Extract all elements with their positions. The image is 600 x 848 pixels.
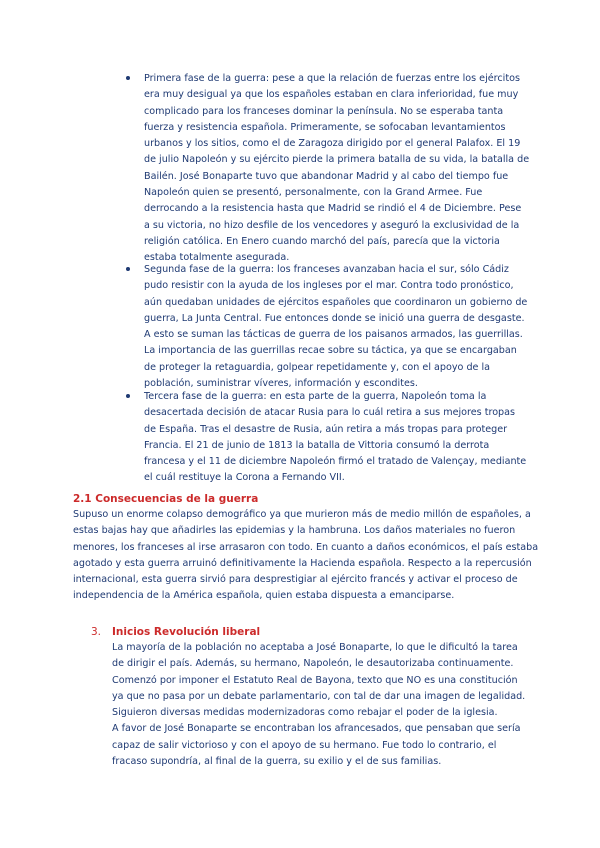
bullet-item (144, 262, 530, 392)
bullet-item (144, 389, 530, 487)
section-number: 3. (91, 626, 102, 638)
section-body-revolucion (112, 640, 532, 770)
paragraph: La mayoría de la población no aceptaba a José Bonaparte, lo que le dificultó la tarea de dirigir el país. Además, su hermano, Napoleón, le desautorizaba continuamente. Comenzó por imponer el Estatuto Real de Bayona, texto que NO es una constitución ya que no pasa por un debate parlamentario, con tal de dar una imagen de legalidad. Siguieron diversas medidas modernizadoras como rebajar el poder de la iglesia. (112, 642, 526, 719)
bullet-text: Primera fase de la guerra: pese a que la relación de fuerzas entre los ejércitos era muy desigual ya que los españoles estaban en clara inferioridad, fue muy complicado para los franceses dominar la península. No se esperaba tanta fuerza y resistencia española. Primeramente, se sofocaban levantamientos urbanos y los sitios, como el de Zaragoza dirigido por el general Palafox. El 19 de julio Napoleón y su ejército pierde la primera batalla de su vida, la batalla de Bailén. José Bonaparte tuvo que abandonar Madrid y al cabo del tiempo fue Napoleón quien se presentó, personalmente, con la Grand Armee. Fue derrocando a la resistencia hasta que Madrid se rindió el 4 de Diciembre. Pese a su victoria, no hizo desfile de los vencedores y aseguró la exclusividad de la religión católica. En Enero cuando marchó del país, parecía que la victoria estaba totalmente asegurada. (144, 73, 530, 264)
section-body-consecuencias (73, 507, 543, 605)
bullet-icon (126, 267, 130, 271)
bullet-icon (126, 394, 130, 398)
bullet-text: Segunda fase de la guerra: los franceses avanzaban hacia el sur, sólo Cádiz pudo resistir con la ayuda de los ingleses por el mar. Contra todo pronóstico, aún quedaban unidades de ejércitos españoles que coordinaron un gobierno de guerra, La Junta Central. Fue entonces donde se inició una guerra de desgaste. A esto se suman las tácticas de guerra de los paisanos armados, las guerrillas. La importancia de las guerrillas recae sobre su táctica, ya que se encargaban de proteger la retaguardia, golpear repetidamente y, con el apoyo de la población, suministrar víveres, información y escondites. (144, 264, 528, 390)
paragraph: A favor de José Bonaparte se encontraban los afrancesados, que pensaban que sería capaz de salir victorioso y con el apoyo de su hermano. Fue todo lo contrario, el fracaso supondría, al final de la guerra, su exilio y el de sus familias. (112, 723, 521, 768)
section-heading-revolucion: Inicios Revolución liberal (112, 626, 261, 638)
paragraph: Supuso un enorme colapso demográfico ya que murieron más de medio millón de españoles, a estas bajas hay que añadirles las epidemias y la hambruna. Los daños materiales no fueron menores, los franceses al irse arrasaron con todo. En cuanto a daños económicos, el país estaba agotado y esta guerra arruinó definitivamente la Hacienda española. Respecto a la repercusión internacional, esta guerra sirvió para desprestigiar al ejército francés y activar el proceso de independencia de la América española, quien estaba dispuesta a emanciparse. (73, 509, 539, 602)
bullet-text: Tercera fase de la guerra: en esta parte de la guerra, Napoleón toma la desacertada decisión de atacar Rusia para lo cuál retira a sus mejores tropas de España. Tras el desastre de Rusia, aún retira a más tropas para proteger Francia. El 21 de junio de 1813 la batalla de Vittoria consumó la derrota francesa y el 11 de diciembre Napoleón firmó el tratado de Valençay, mediante el cuál restituye la Corona a Fernando VII. (144, 391, 527, 484)
section-heading-consecuencias: 2.1 Consecuencias de la guerra (73, 493, 259, 505)
bullet-icon (126, 76, 130, 80)
bullet-item (144, 71, 530, 267)
